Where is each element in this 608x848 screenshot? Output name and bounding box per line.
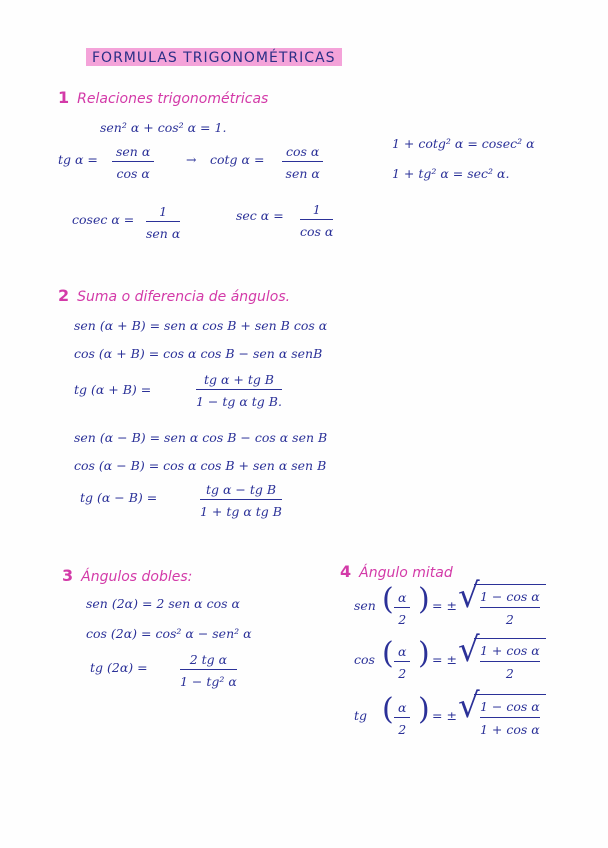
half-tg-arg xyxy=(394,700,410,737)
tg-sum-denominator: 1 − tg α tg B. xyxy=(196,394,282,409)
tg-diff-numerator: tg α − tg B xyxy=(200,482,282,500)
half-cos-radicand-numerator: 1 + cos α xyxy=(480,643,540,662)
half-tg-fn: tg xyxy=(354,708,368,723)
half-tg-radicand xyxy=(474,694,546,737)
section-1-title: Relaciones trigonométricas xyxy=(77,91,269,107)
section-1-number: 1 xyxy=(58,88,70,107)
half-cos-arg-denominator: 2 xyxy=(398,666,407,681)
cotg-denominator: sen α xyxy=(285,166,320,181)
cos-diff-formula: cos (α − B) = cos α cos B + sen α sen B xyxy=(74,458,327,473)
arrow: → xyxy=(186,152,197,167)
tg-sec-identity: 1 + tg² α = sec² α. xyxy=(392,166,510,181)
half-sen-sqrt-icon: √ xyxy=(458,576,480,616)
pythagorean-identity: sen² α + cos² α = 1. xyxy=(100,120,227,135)
tg-lhs: tg α = xyxy=(58,152,98,167)
sen-double-formula: sen (2α) = 2 sen α cos α xyxy=(86,596,240,611)
half-tg-radicand-numerator: 1 − cos α xyxy=(480,699,540,718)
sen-sum-formula: sen (α + B) = sen α cos B + sen B cos α xyxy=(74,318,328,333)
half-sen-radicand-numerator: 1 − cos α xyxy=(480,589,540,608)
tg-fraction xyxy=(112,144,154,181)
section-3-heading xyxy=(62,566,192,585)
half-cos-arg-numerator: α xyxy=(394,644,410,662)
cotg-fraction xyxy=(282,144,323,181)
tg-diff-fraction xyxy=(200,482,282,519)
half-sen-fn: sen xyxy=(354,598,376,613)
half-sen-close-paren: ) xyxy=(418,582,430,617)
tg-sum-fraction xyxy=(196,372,282,409)
section-2-number: 2 xyxy=(58,286,70,305)
half-sen-arg-denominator: 2 xyxy=(398,612,407,627)
cos-double-formula: cos (2α) = cos² α − sen² α xyxy=(86,626,252,641)
half-cos-fn: cos xyxy=(354,652,375,667)
half-sen-radicand xyxy=(474,584,546,627)
section-1-heading xyxy=(58,88,268,107)
section-2-heading xyxy=(58,286,290,305)
sec-fraction xyxy=(300,202,333,239)
tg-numerator: sen α xyxy=(112,144,154,162)
half-tg-sqrt-icon: √ xyxy=(458,686,480,726)
section-3-number: 3 xyxy=(62,566,74,585)
half-sen-eq: = ± xyxy=(432,598,457,613)
half-tg-arg-denominator: 2 xyxy=(398,722,407,737)
half-cos-open-paren: ( xyxy=(382,636,394,671)
half-cos-close-paren: ) xyxy=(418,636,430,671)
tg-double-numerator: 2 tg α xyxy=(180,652,237,670)
half-tg-open-paren: ( xyxy=(382,692,394,727)
cotg-cosec-identity: 1 + cotg² α = cosec² α xyxy=(392,136,535,151)
half-cos-sqrt-icon: √ xyxy=(458,630,480,670)
half-sen-arg-numerator: α xyxy=(394,590,410,608)
page-title: FORMULAS TRIGONOMÉTRICAS xyxy=(86,48,342,66)
sec-lhs: sec α = xyxy=(236,208,284,223)
cosec-numerator: 1 xyxy=(146,204,180,222)
cosec-denominator: sen α xyxy=(146,226,181,241)
half-cos-radicand-denominator: 2 xyxy=(505,666,514,681)
sen-diff-formula: sen (α − B) = sen α cos B − cos α sen B xyxy=(74,430,328,445)
sec-denominator: cos α xyxy=(300,224,334,239)
tg-denominator: cos α xyxy=(116,166,150,181)
half-tg-eq: = ± xyxy=(432,708,457,723)
cosec-fraction xyxy=(146,204,180,241)
section-2-title: Suma o diferencia de ángulos. xyxy=(77,289,291,305)
cos-sum-formula: cos (α + B) = cos α cos B − sen α senB xyxy=(74,346,323,361)
cotg-lhs: cotg α = xyxy=(210,152,265,167)
tg-double-denominator: 1 − tg² α xyxy=(180,674,237,689)
half-sen-open-paren: ( xyxy=(382,582,394,617)
half-sen-radicand-denominator: 2 xyxy=(505,612,514,627)
section-4-title: Ángulo mitad xyxy=(359,565,453,581)
tg-diff-denominator: 1 + tg α tg B xyxy=(200,504,282,519)
section-4-number: 4 xyxy=(340,562,352,581)
half-tg-radicand-denominator: 1 + cos α xyxy=(480,722,540,737)
half-tg-arg-numerator: α xyxy=(394,700,410,718)
tg-sum-lhs: tg (α + B) = xyxy=(74,382,152,397)
tg-sum-numerator: tg α + tg B xyxy=(196,372,282,390)
cosec-lhs: cosec α = xyxy=(72,212,135,227)
cotg-numerator: cos α xyxy=(282,144,323,162)
half-cos-radicand xyxy=(474,638,546,681)
half-cos-arg xyxy=(394,644,410,681)
sec-numerator: 1 xyxy=(300,202,333,220)
tg-double-fraction xyxy=(180,652,237,689)
tg-diff-lhs: tg (α − B) = xyxy=(80,490,158,505)
half-sen-arg xyxy=(394,590,410,627)
section-3-title: Ángulos dobles: xyxy=(81,569,193,585)
tg-double-lhs: tg (2α) = xyxy=(90,660,148,675)
half-cos-eq: = ± xyxy=(432,652,457,667)
section-4-heading xyxy=(340,562,453,581)
half-tg-close-paren: ) xyxy=(418,692,430,727)
